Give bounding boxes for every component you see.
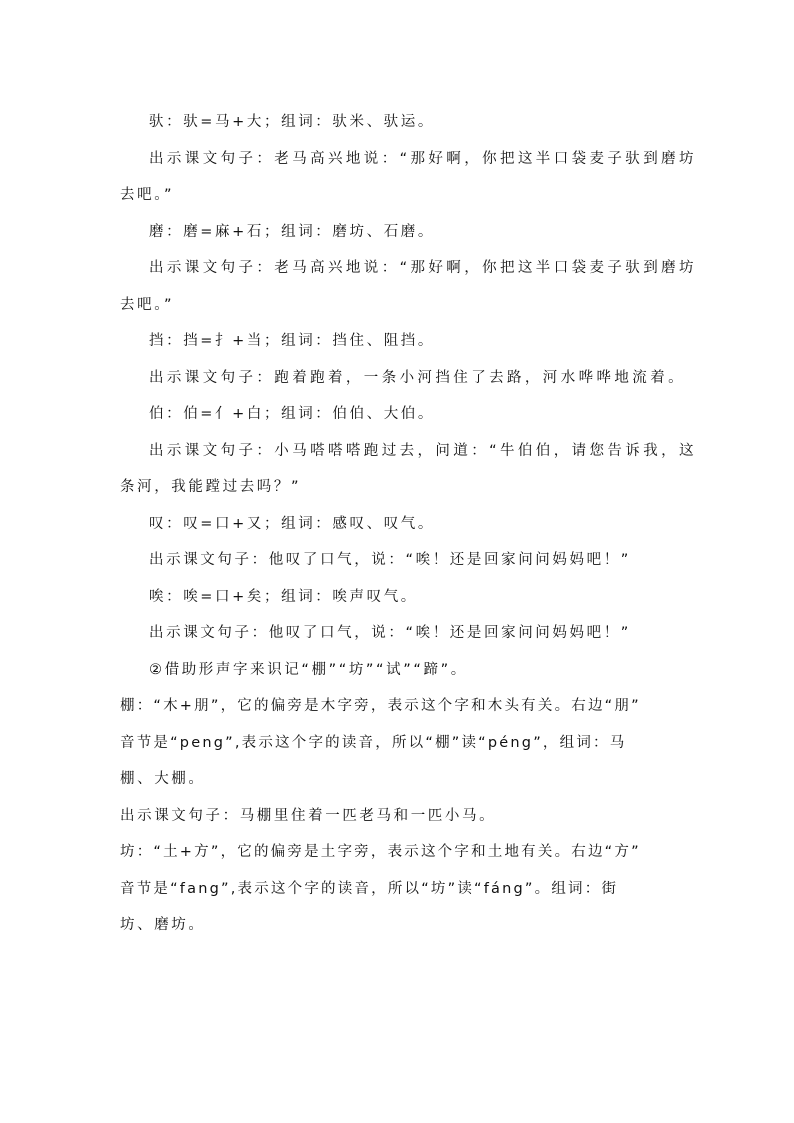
text-line: 伯：伯=亻+白；组词：伯伯、大伯。 bbox=[149, 406, 435, 422]
text-line: 出示课文句子：马棚里住着一匹老马和一匹小马。 bbox=[120, 807, 497, 824]
text-line: 驮：驮=马+大；组词：驮米、驮运。 bbox=[149, 114, 435, 130]
text-line: 磨：磨=麻+石；组词：磨坊、石磨。 bbox=[149, 223, 435, 240]
text-line: 坊、磨坊。 bbox=[120, 917, 206, 933]
text-line: 音节是“fang”,表示这个字的读音，所以“坊”读“fáng”。组词：街 bbox=[120, 880, 619, 897]
text-line: ②借助形声字来识记“棚”“坊”“试”“蹄”。 bbox=[149, 661, 468, 678]
text-line: 坊：“土+方”，它的偏旁是土字旁，表示这个字和土地有关。右边“方” bbox=[120, 844, 641, 860]
text-line: 挡：挡=扌+当；组词：挡住、阻挡。 bbox=[149, 333, 435, 349]
text-line: 唉：唉=口+矣；组词：唉声叹气。 bbox=[149, 588, 418, 605]
text-line: 音节是“peng”,表示这个字的读音，所以“棚”读“péng”，组词：马 bbox=[120, 734, 627, 751]
text-line: 出示课文句子：老马高兴地说：“那好啊，你把这半口袋麦子驮到磨坊 bbox=[149, 150, 697, 167]
text-line: 去吧。” bbox=[120, 296, 175, 313]
text-line: 出示课文句子：老马高兴地说：“那好啊，你把这半口袋麦子驮到磨坊 bbox=[149, 260, 697, 276]
text-line: 出示课文句子：跑着跑着，一条小河挡住了去路，河水哗哗地流着。 bbox=[149, 369, 686, 386]
document-body bbox=[120, 104, 697, 944]
text-line: 去吧。” bbox=[120, 187, 175, 203]
text-line: 出示课文句子：他叹了口气，说：“唉！还是回家问问妈妈吧！” bbox=[149, 552, 631, 568]
text-line: 棚：“木+朋”，它的偏旁是木字旁，表示这个字和木头有关。右边“朋” bbox=[120, 698, 641, 714]
text-line: 叹：叹=口+又；组词：感叹、叹气。 bbox=[149, 515, 435, 532]
text-line: 棚、大棚。 bbox=[120, 771, 206, 787]
text-line: 出示课文句子：小马嗒嗒嗒跑过去，问道：“牛伯伯，请您告诉我，这 bbox=[149, 442, 697, 459]
text-line: 条河，我能蹚过去吗？” bbox=[120, 479, 302, 495]
text-line: 出示课文句子：他叹了口气，说：“唉！还是回家问问妈妈吧！” bbox=[149, 625, 631, 641]
